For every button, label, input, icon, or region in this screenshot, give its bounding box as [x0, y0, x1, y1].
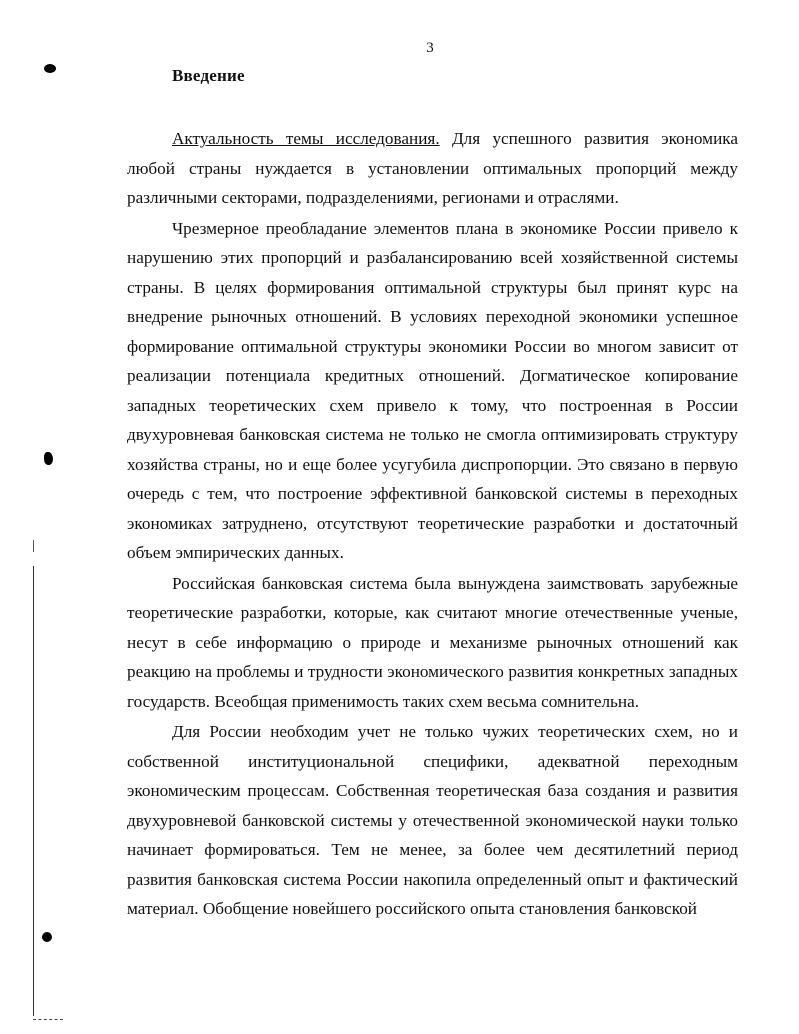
scan-blot-mark	[44, 64, 56, 73]
paragraph-2	[127, 214, 738, 568]
section-heading: Введение	[172, 66, 245, 85]
scan-edge-line	[33, 566, 34, 1016]
scan-edge-mark	[33, 540, 34, 552]
paragraph-3	[127, 569, 738, 717]
scan-blot-mark	[44, 452, 53, 465]
paragraph-text: Чрезмерное преобладание элементов плана в экономике России привело к нарушению этих пропорций и разбалансированию всей хозяйственной системы страны. В целях формирования оптимальной структуры был принят курс на внедрение рыночных отношений. В условиях переходной экономики успешное формирование оптимальной структуры экономики России во многом зависит от реализации потенциала кредитных отношений. Догматическое копирование западных теоретических схем привело к тому, что построенная в России двухуровневая банковская система не только не смогла оптимизировать структуру хозяйства страны, но и еще более усугубила диспропорции. Это связано в первую очередь с тем, что построение эффективной банковской системы в переходных экономиках затруднено, отсутствуют теоретические разработки и достаточный объем эмпирических данных.	[127, 218, 738, 562]
paragraph-text: Российская банковская система была вынуждена заимствовать зарубежные теоретические разработки, которые, как считают многие отечественные ученые, несут в себе информацию о природе и механизме рыночных отношений как реакцию на проблемы и трудности экономического развития конкретных западных государств. Всеобщая применимость таких схем весьма сомнительна.	[127, 573, 738, 711]
scan-blot-mark	[42, 932, 52, 942]
scan-edge-line	[33, 1019, 63, 1021]
page-number: 3	[426, 40, 434, 56]
paragraph-text: Для России необходим учет не только чужих теоретических схем, но и собственной институциональной специфики, адекватной переходным экономическим процессам. Собственная теоретическая база создания и развития двухуровневой банковской системы у отечественной экономической науки только начинает формироваться. Тем не менее, за более чем десятилетний период развития банковская система России накопила определенный опыт и фактический материал. Обобщение новейшего российского опыта становления банковской	[127, 722, 738, 918]
paragraph-4	[127, 717, 738, 924]
body-text	[127, 124, 738, 924]
topic-relevance-label: Актуальность темы исследования.	[172, 129, 440, 148]
paragraph-text: Для успешного развития экономика любой страны нуждается в установлении оптимальных пропорций между различными секторами, подразделениями, регионами и отраслями.	[127, 129, 738, 207]
paragraph-1	[127, 124, 738, 213]
